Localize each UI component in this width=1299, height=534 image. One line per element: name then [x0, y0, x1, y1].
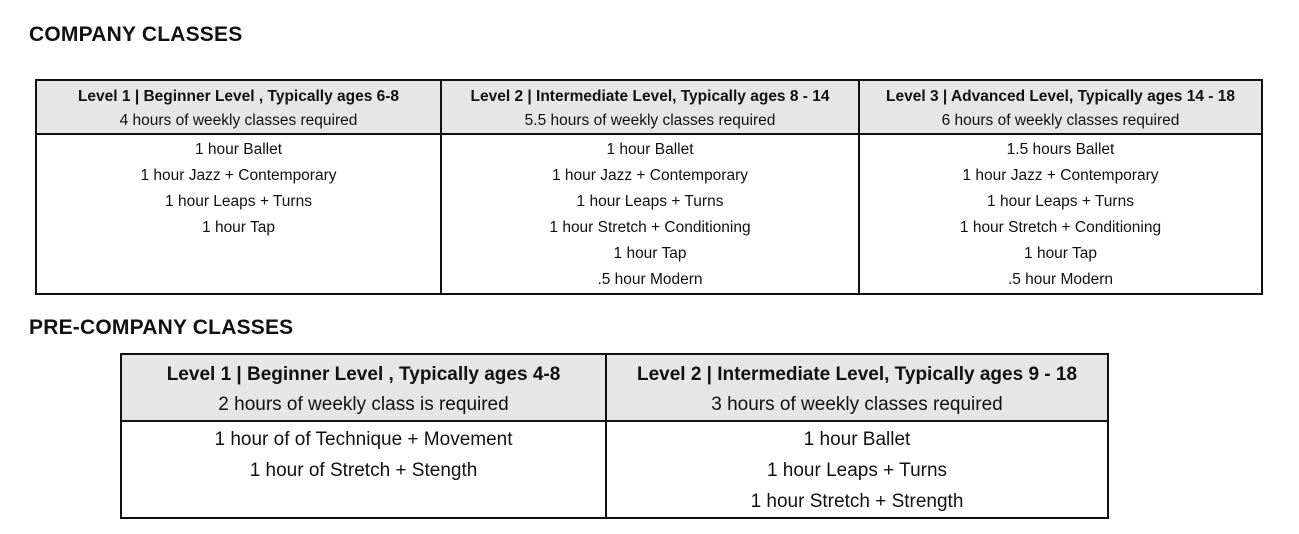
class-item: 1 hour Stretch + Strength	[750, 491, 964, 512]
class-item: 1 hour Jazz + Contemporary	[552, 167, 748, 184]
class-item: 1 hour Stretch + Conditioning	[549, 219, 751, 236]
class-item: 1 hour of of Technique + Movement	[214, 429, 513, 450]
level-heading: Level 3 | Advanced Level, Typically ages 14 - 18	[886, 88, 1235, 105]
class-item: 1.5 hours Ballet	[1006, 141, 1115, 158]
level-requirement: 2 hours of weekly class is required	[218, 394, 509, 415]
level-heading: Level 1 | Beginner Level , Typically ages 6-8	[77, 88, 400, 105]
level-requirement: 4 hours of weekly classes required	[119, 112, 358, 129]
class-item: 1 hour Ballet	[194, 141, 283, 158]
pre-level-2-header	[606, 354, 1108, 421]
class-item: 1 hour Leaps + Turns	[766, 460, 948, 481]
table-header-row	[36, 80, 1262, 134]
level-3-classes	[859, 134, 1262, 294]
class-item: 1 hour Stretch + Conditioning	[959, 219, 1162, 236]
pre-level-2-classes	[606, 421, 1108, 518]
company-classes-title: COMPANY CLASSES	[29, 23, 243, 46]
class-item: .5 hour Modern	[1007, 271, 1114, 288]
level-2-header	[441, 80, 859, 134]
level-2-classes	[441, 134, 859, 294]
class-item: 1 hour Leaps + Turns	[576, 193, 724, 210]
pre-company-classes-table	[120, 353, 1109, 519]
table-header-row	[121, 354, 1108, 421]
level-requirement: 6 hours of weekly classes required	[941, 112, 1180, 129]
level-heading: Level 2 | Intermediate Level, Typically ages 8 - 14	[470, 88, 830, 105]
class-item: 1 hour Tap	[202, 219, 275, 236]
pre-level-1-classes	[121, 421, 606, 518]
class-item: 1 hour Ballet	[606, 141, 694, 158]
level-heading: Level 1 | Beginner Level , Typically ages 4-8	[166, 364, 561, 385]
class-item: 1 hour Jazz + Contemporary	[962, 167, 1159, 184]
class-item: 1 hour Jazz + Contemporary	[140, 167, 337, 184]
level-1-classes	[36, 134, 441, 294]
level-requirement: 5.5 hours of weekly classes required	[524, 112, 776, 129]
class-item: 1 hour Leaps + Turns	[165, 193, 312, 210]
class-item: .5 hour Modern	[597, 271, 703, 288]
class-item: 1 hour Leaps + Turns	[987, 193, 1134, 210]
class-item: 1 hour Ballet	[803, 429, 911, 450]
level-3-header	[859, 80, 1262, 134]
level-heading: Level 2 | Intermediate Level, Typically ages 9 - 18	[636, 364, 1078, 385]
class-item: 1 hour Tap	[1024, 245, 1097, 262]
class-item: 1 hour of Stretch + Stength	[249, 460, 478, 481]
class-item: 1 hour Tap	[613, 245, 687, 262]
level-1-header	[36, 80, 441, 134]
table-body-row	[121, 421, 1108, 518]
level-requirement: 3 hours of weekly classes required	[711, 394, 1003, 415]
pre-company-classes-title: PRE-COMPANY CLASSES	[29, 316, 294, 339]
company-classes-table	[35, 79, 1263, 295]
table-body-row	[36, 134, 1262, 294]
pre-level-1-header	[121, 354, 606, 421]
